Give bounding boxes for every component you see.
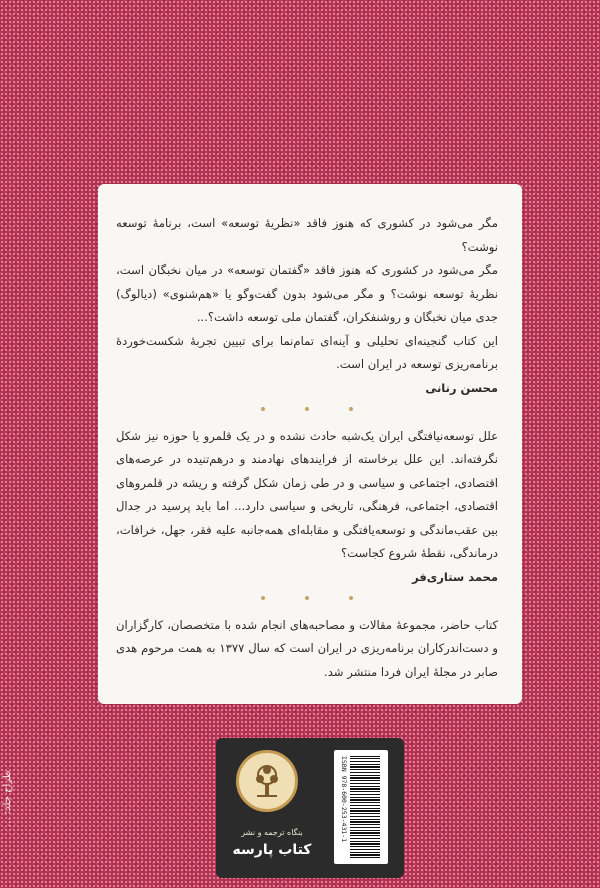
author-name: محمد ستاری‌فر <box>412 569 498 584</box>
dots-divider <box>116 403 498 415</box>
blurb-panel <box>98 184 522 704</box>
blurb-paragraph: کتاب حاضر، مجموعهٔ مقالات و مصاحبه‌های انجام شده با متخصصان، کارگزاران و دست‌اندرکاران برنامه‌ریزی در ایران است که سال ۱۳۷۷ به همت مرحوم هدی صابر در مجلهٔ ایران فردا منتشر شد. <box>116 617 498 679</box>
spine-side-text: طراح جلد: ... <box>2 770 13 827</box>
barcode-bars <box>350 756 380 858</box>
barcode <box>334 750 388 864</box>
publisher-subtitle: بنگاه ترجمه و نشر <box>241 828 303 837</box>
blurb-paragraph: مگر می‌شود در کشوری که هنوز فاقد «گفتمان توسعه» در میان نخبگان است، نظریهٔ توسعه نوشت؟ و مگر می‌شود بدون گفت‌وگو یا «هم‌شنوی» (دیالوگ) جدی میان نخبگان و روشنفکران، گفتمان ملی توسعه داشت؟... <box>116 263 498 324</box>
publisher-badge <box>216 738 404 878</box>
blurb-paragraph: این کتاب گنجینه‌ای تحلیلی و آینه‌ای تمام‌نما برای تبیین تجربهٔ شکست‌خوردهٔ برنامه‌ریزی توسعه در ایران است. <box>116 333 498 371</box>
author-name: محسن رنانی <box>425 380 498 395</box>
blurb-paragraph: علل توسعه‌نیافتگی ایران یک‌شبه حادث نشده و در یک قلمرو یا حوزه نیز شکل نگرفته‌اند. این علل برخاسته از فرایندهای نهادمند و درهم‌تنیده در عرصه‌های اقتصادی، اجتماعی و سیاسی و در طی زمان شکل گرفته و ریشه در قلمروهای اقتصادی، اجتماعی، فرهنگی، تاریخی و سیاسی دارد... اما باید پرسید در جدال بین عقب‌ماندگی و توسعه‌یافتگی و مقابله‌ای همه‌جانبه علیه فقر، جهل، خرافات، درماندگی، نقطهٔ شروع کجاست؟ <box>116 428 498 560</box>
blurb-paragraph: مگر می‌شود در کشوری که هنوز فاقد «نظریهٔ توسعه» است، برنامهٔ توسعه نوشت؟ <box>116 216 498 254</box>
dots-divider <box>116 592 498 604</box>
publisher-name: کتاب پارسه <box>232 842 312 858</box>
isbn-number: ISBN 978-600-253-431-1 <box>340 756 348 843</box>
tree-emblem-icon <box>236 750 298 812</box>
